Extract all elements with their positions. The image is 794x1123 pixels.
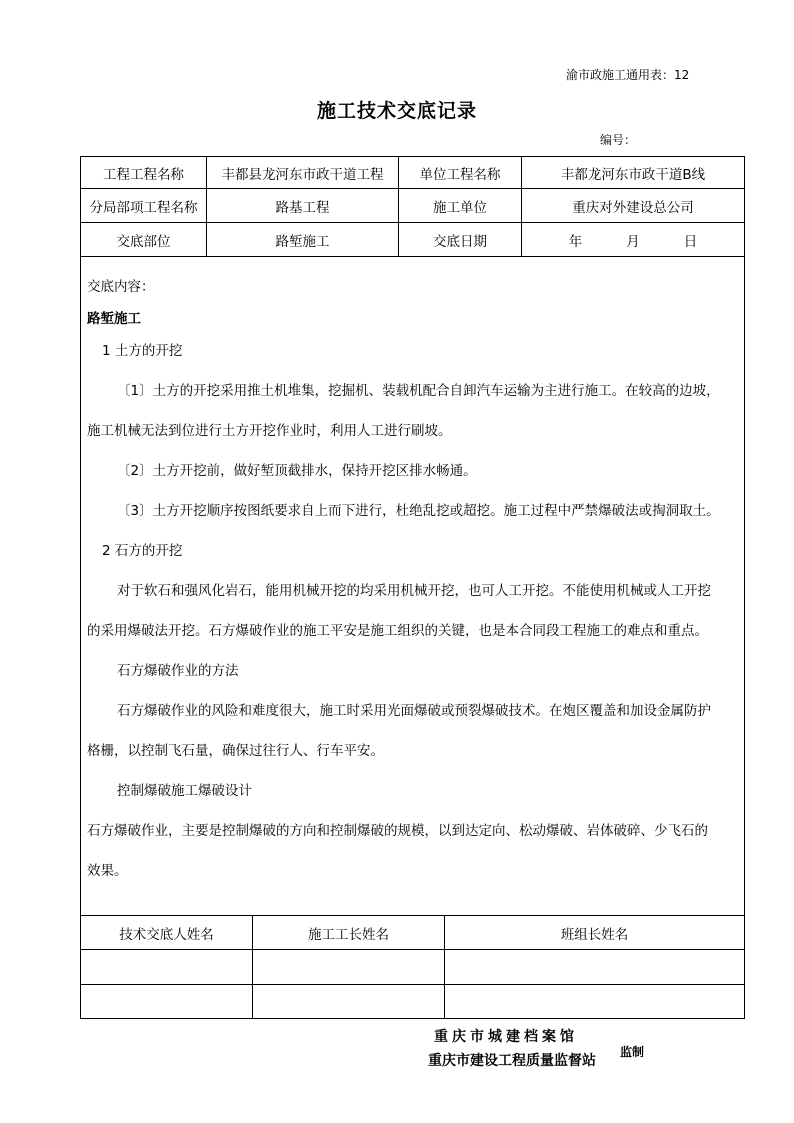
content-line: 对于软石和强风化岩石，能用机械开挖的均采用机械开挖，也可人工开挖。不能使用机械或人工开挖 (117, 583, 711, 599)
supervise-mark: 监制 (620, 1045, 645, 1059)
content-line: 石方爆破作业的风险和难度很大，施工时采用光面爆破或预裂爆破技术。在炮区覆盖和加设金属防护 (117, 703, 711, 719)
content-line: 〔2〕土方开挖前，做好堑顶截排水，保持开挖区排水畅通。 (117, 463, 477, 479)
archive-issuer: 重庆市城建档案馆 (434, 1029, 578, 1045)
content-subheading: 控制爆破施工爆破设计 (117, 783, 252, 799)
foreman-header: 施工工长姓名 (253, 916, 445, 949)
date-year: 年 (568, 233, 583, 250)
project-name-value: 丰都县龙河东市政干道工程 (207, 157, 399, 188)
tech-discloser-signature (81, 985, 253, 1018)
date-month: 月 (626, 233, 640, 250)
subproject-label: 分局部项工程名称 (81, 189, 207, 222)
foreman-signature (253, 950, 445, 984)
content-heading: 交底内容： (87, 279, 155, 295)
content-line: 石方爆破作业，主要是控制爆破的方向和控制爆破的规模，以到达定向、松动爆破、岩体破碎、少飞石的 (87, 823, 708, 839)
content-subheading: 石方爆破作业的方法 (117, 663, 239, 679)
page-title: 施工技术交底记录 (316, 100, 477, 122)
serial-number-label: 编号： (600, 133, 637, 147)
date-value (522, 223, 744, 256)
date-label: 交底日期 (399, 223, 522, 256)
project-name-label: 工程工程名称 (81, 157, 207, 188)
tech-discloser-header: 技术交底人姓名 (81, 916, 253, 949)
content-line: 的采用爆破法开挖。石方爆破作业的施工平安是施工组织的关键，也是本合同段工程施工的难点和重点。 (87, 623, 708, 639)
form-code: 渝市政施工通用表：12 (566, 68, 690, 82)
team-leader-header: 班组长姓名 (560, 926, 629, 943)
location-label: 交底部位 (81, 223, 207, 256)
supervision-issuer: 重庆市建设工程质量监督站 (428, 1053, 596, 1069)
info-row-subproject (81, 189, 744, 223)
unit-project-value: 丰都龙河东市政干道B线 (560, 166, 706, 183)
contractor-label: 施工单位 (399, 189, 522, 222)
info-row-project (81, 157, 744, 189)
location-value: 路堑施工 (207, 223, 399, 256)
content-line: 施工机械无法到位进行土方开挖作业时，利用人工进行刷坡。 (87, 423, 452, 439)
team-leader-signature (445, 985, 744, 1018)
disclosure-form (80, 156, 745, 1019)
date-day: 日 (683, 233, 698, 250)
subsection-earthwork: 1 土方的开挖 (102, 343, 183, 359)
signature-row (81, 950, 744, 985)
team-leader-signature (445, 950, 744, 984)
signature-header-row (81, 916, 744, 950)
info-row-location (81, 223, 744, 257)
signature-row (81, 985, 744, 1018)
content-line: 〔1〕土方的开挖采用推土机堆集，挖掘机、装载机配合自卸汽车运输为主进行施工。在较高的边坡， (117, 383, 720, 399)
disclosure-content (81, 257, 744, 916)
contractor-value: 重庆对外建设总公司 (572, 199, 694, 216)
subsection-rockwork: 2 石方的开挖 (102, 543, 183, 559)
section-title: 路堑施工 (87, 311, 141, 327)
unit-project-label: 单位工程名称 (399, 157, 522, 188)
content-line: 格栅，以控制飞石量，确保过往行人、行车平安。 (87, 743, 384, 759)
foreman-signature (253, 985, 445, 1018)
subproject-value: 路基工程 (207, 189, 399, 222)
content-line: 〔3〕土方开挖顺序按图纸要求自上而下进行，杜绝乱挖或超挖。施工过程中严禁爆破法或掏洞取土。 (117, 503, 720, 519)
tech-discloser-signature (81, 950, 253, 984)
content-line: 效果。 (87, 863, 128, 879)
